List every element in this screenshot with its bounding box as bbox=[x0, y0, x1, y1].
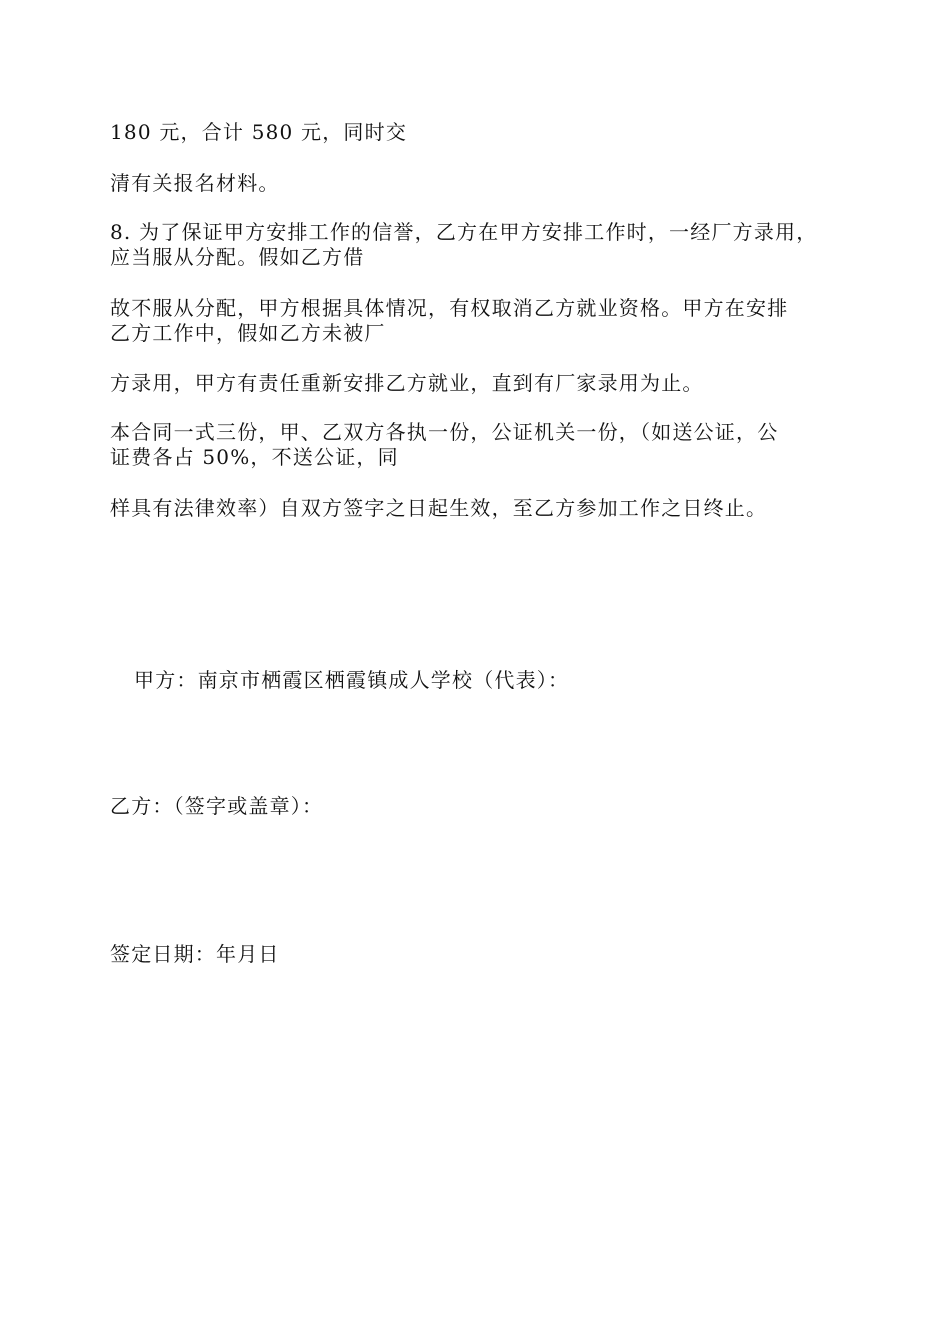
party-b-signature-line: 乙方：（签字或盖章）： bbox=[110, 794, 324, 818]
text-line: 样具有法律效率）自双方签字之日起生效，至乙方参加工作之日终止。 bbox=[110, 496, 768, 520]
text-line: 清有关报名材料。 bbox=[110, 171, 280, 195]
clause-8-line: 8. 为了保证甲方安排工作的信誉，乙方在甲方安排工作时，一经厂方录用， bbox=[110, 220, 818, 244]
signing-date-line: 签定日期：年月日 bbox=[110, 942, 280, 966]
text-line: 应当服从分配。假如乙方借 bbox=[110, 245, 365, 269]
copies-clause-line: 本合同一式三份，甲、乙双方各执一份，公证机关一份，（如送公证，公 bbox=[110, 420, 779, 444]
text-line: 故不服从分配，甲方根据具体情况，有权取消乙方就业资格。甲方在安排 bbox=[110, 296, 789, 320]
party-a-signature-line: 甲方：南京市栖霞区栖霞镇成人学校（代表）： bbox=[134, 668, 570, 692]
text-line: 方录用，甲方有责任重新安排乙方就业，直到有厂家录用为止。 bbox=[110, 371, 704, 395]
text-line: 乙方工作中，假如乙方未被厂 bbox=[110, 321, 386, 345]
text-line: 证费各占 50%，不送公证，同 bbox=[110, 445, 399, 469]
text-line: 180 元，合计 580 元，同时交 bbox=[110, 120, 408, 144]
